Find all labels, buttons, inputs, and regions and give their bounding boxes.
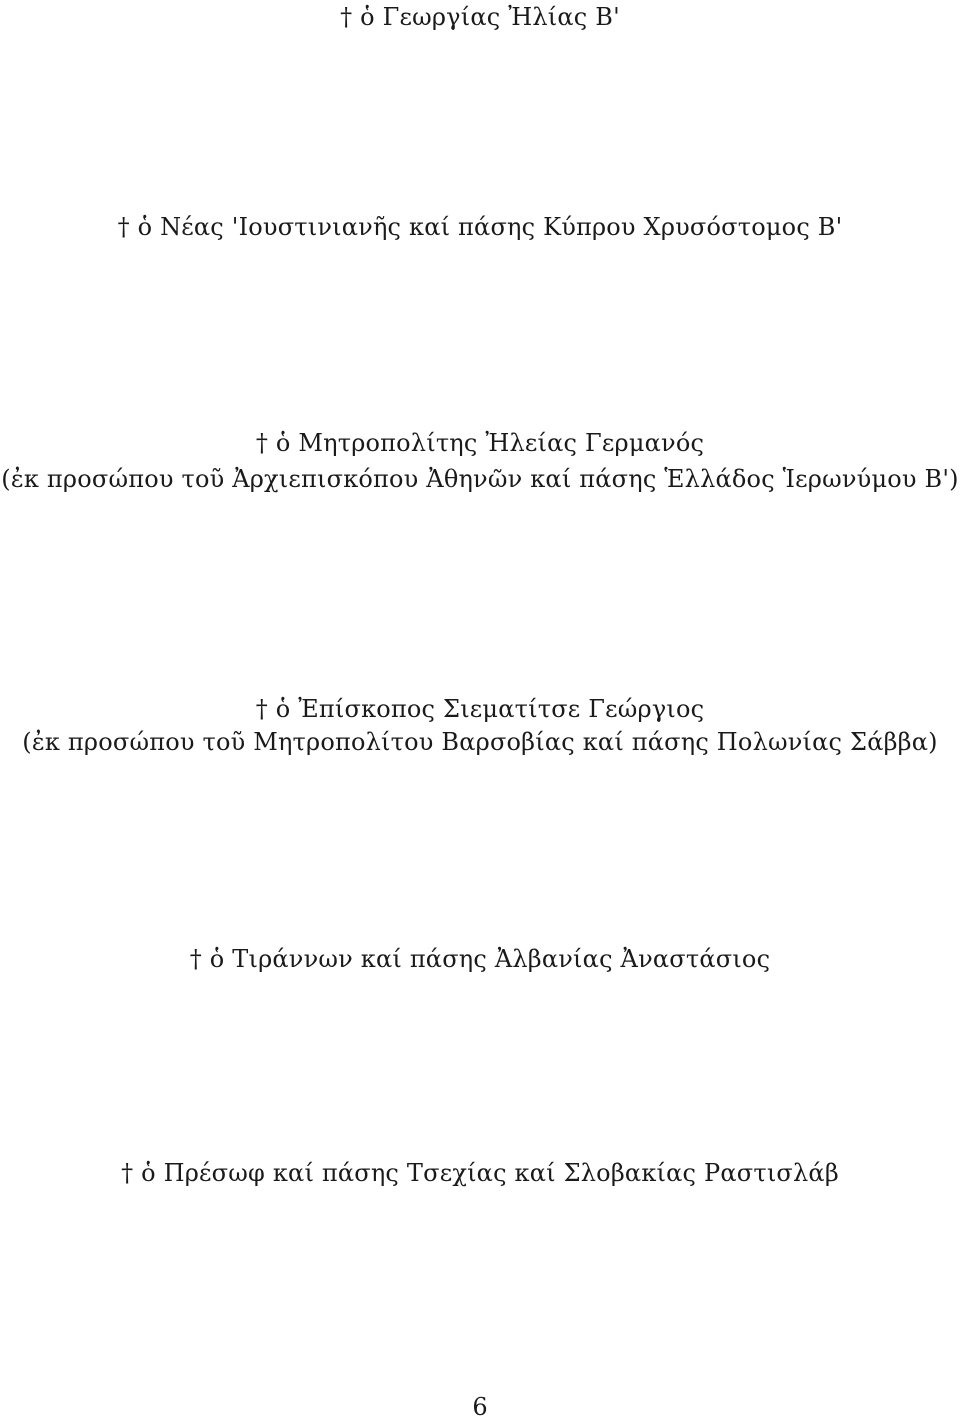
signature-ilia-representation: (ἐκ προσώπου τοῦ Ἀρχιεπισκόπου Ἀθηνῶν καί πάσης Ἑλλάδος Ἱερωνύμου Β') [1, 465, 959, 493]
signature-presov-czech-slovakia: † ὁ Πρέσωφ καί πάσης Τσεχίας καί Σλοβακίας Ραστισλάβ [121, 1159, 839, 1187]
page-number: 6 [472, 1393, 488, 1421]
signature-nea-justiniana-cyprus: † ὁ Νέας 'Ιουστινιανῆς καί πάσης Κύπρου Χρυσόστομος Β' [117, 213, 843, 241]
signature-ilia: † ὁ Μητροπολίτης Ἠλείας Γερμανός [255, 429, 705, 457]
signature-tirana-albania: † ὁ Τιράννων καί πάσης Ἀλβανίας Ἀναστάσιος [189, 945, 771, 973]
signature-siemiatycze-representation: (ἐκ προσώπου τοῦ Μητροπολίτου Βαρσοβίας καί πάσης Πολωνίας Σάββα) [22, 728, 938, 756]
signature-georgia: † ὁ Γεωργίας Ἠλίας Β' [340, 3, 620, 31]
signature-siemiatycze: † ὁ Ἐπίσκοπος Σιεματίτσε Γεώργιος [255, 695, 705, 723]
